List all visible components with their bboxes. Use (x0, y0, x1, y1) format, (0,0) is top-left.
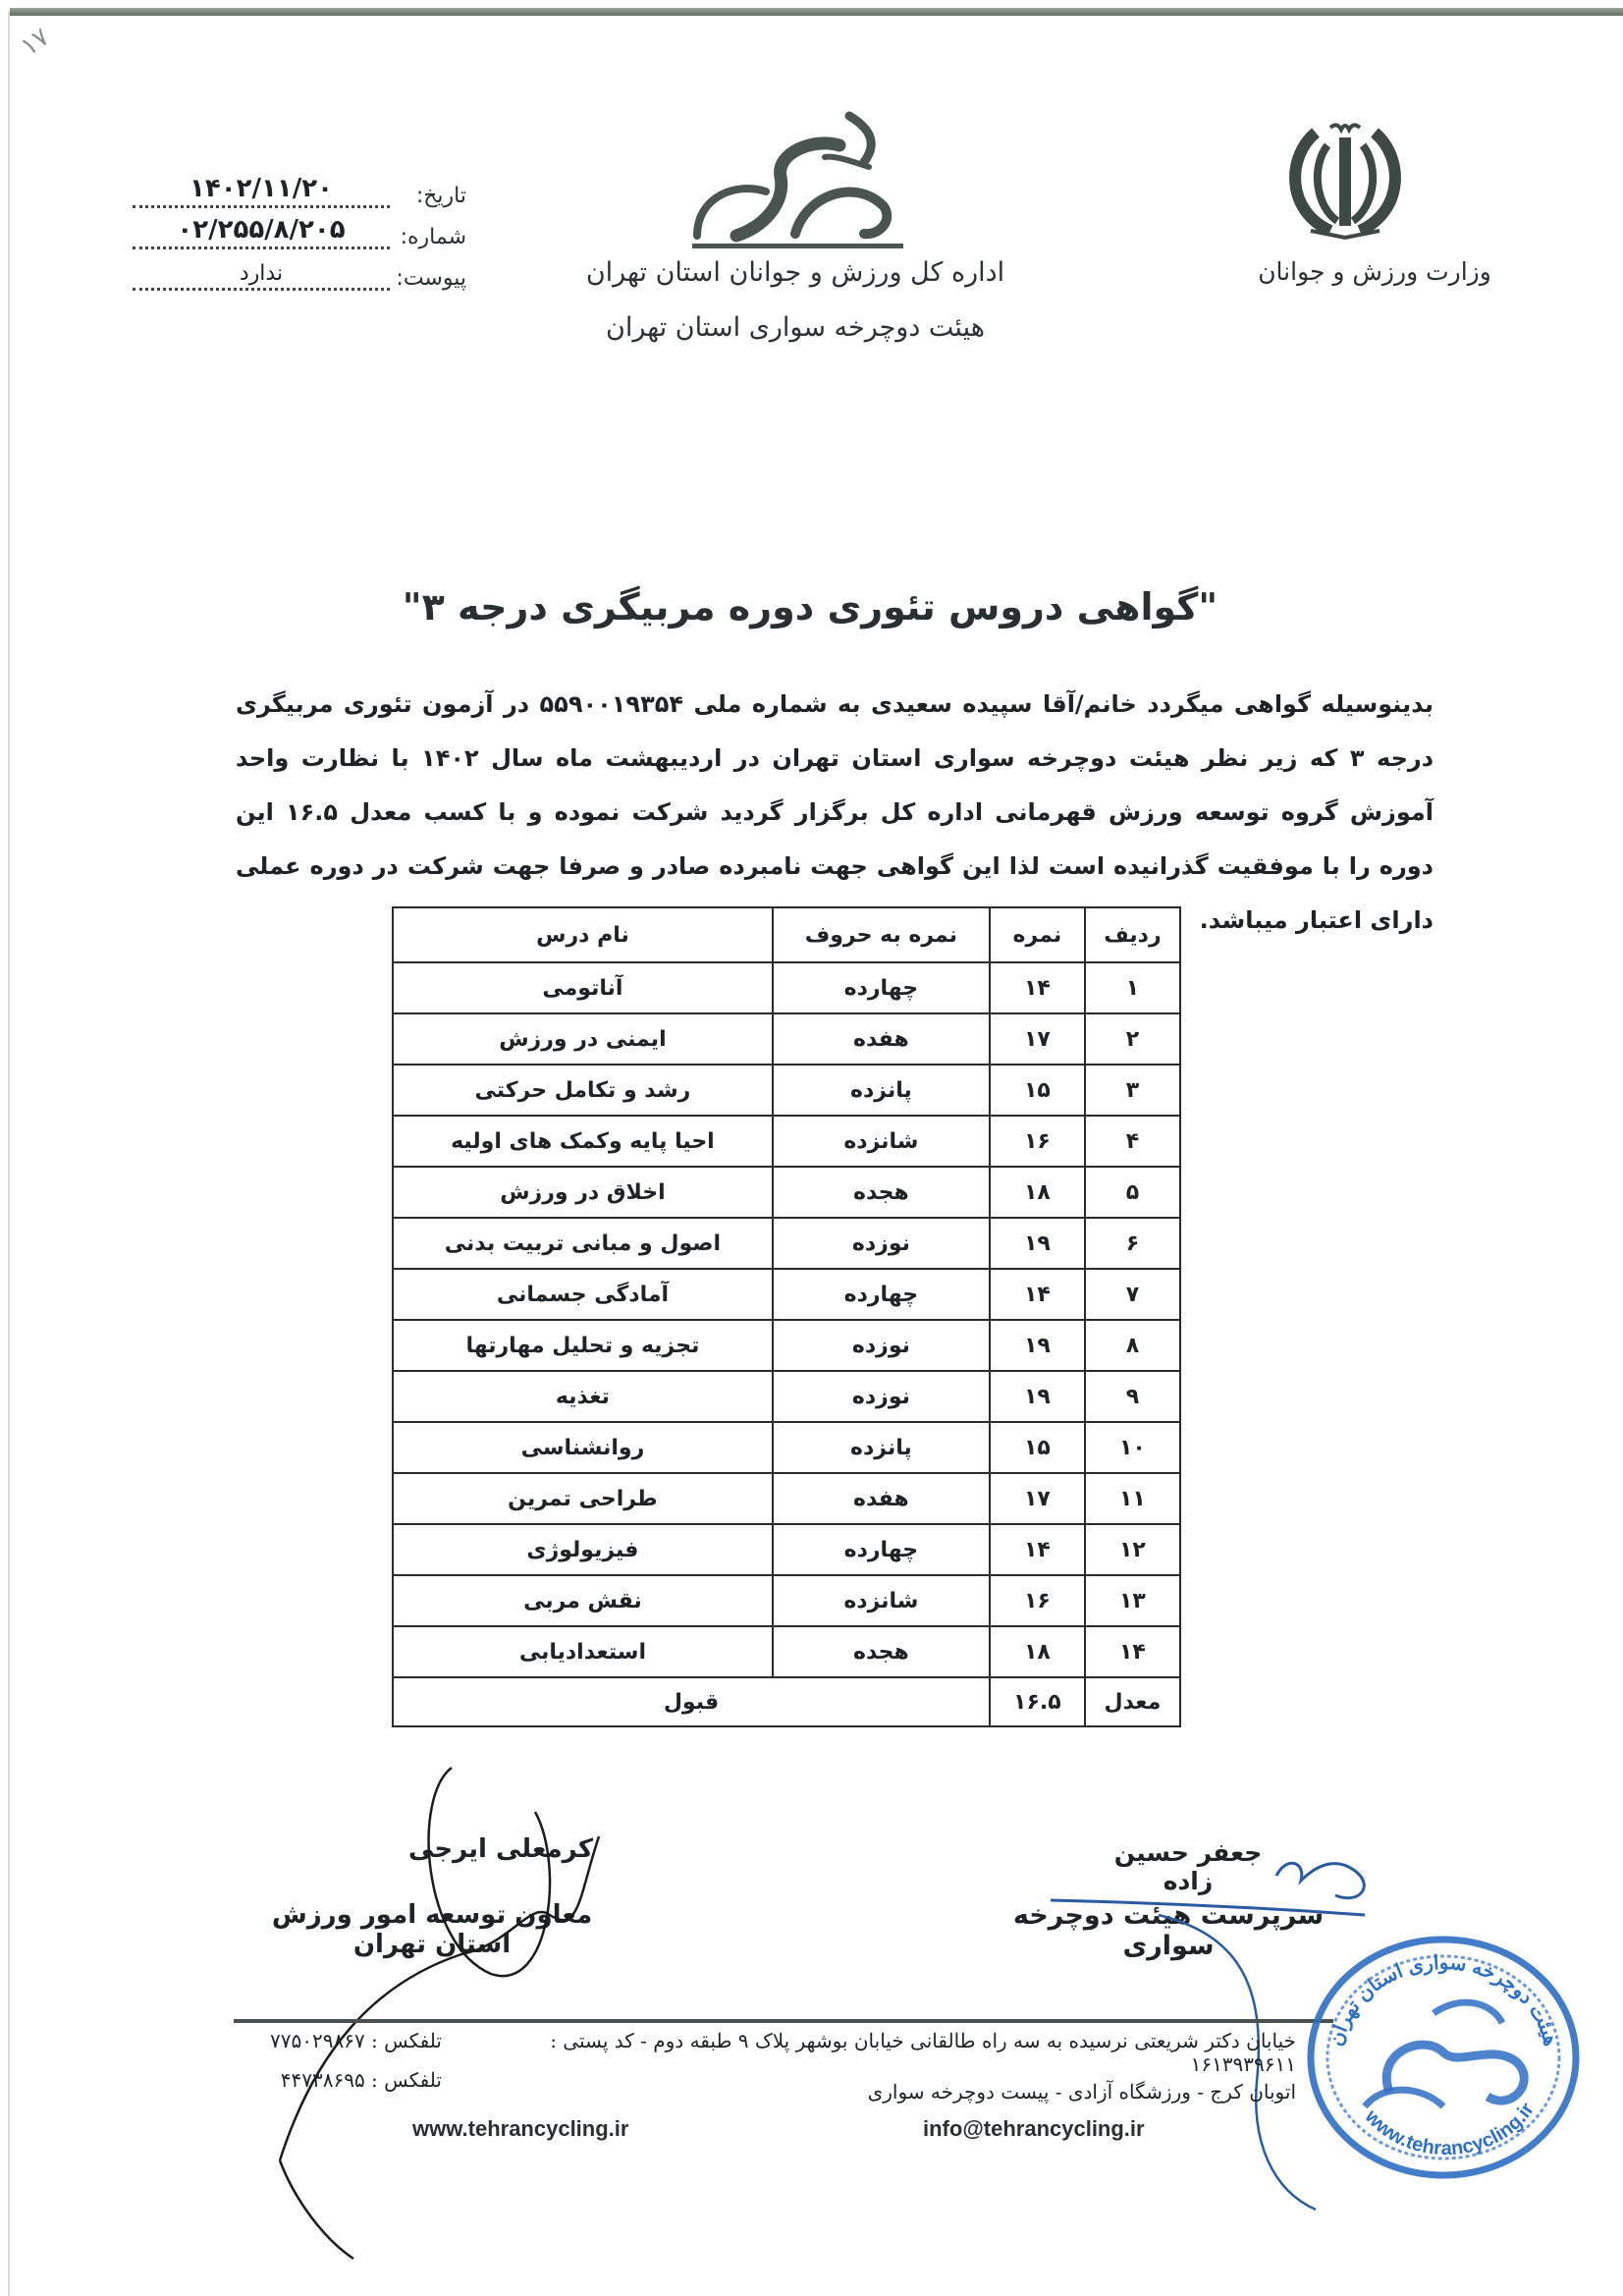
row-number: ۱۱ (1085, 1473, 1180, 1524)
signatory-right-title: سرپرست هیئت دوچرخه سواری (1012, 1900, 1325, 1961)
score-words: پانزده (773, 1065, 990, 1116)
row-number: ۵ (1085, 1167, 1180, 1218)
letter-meta (133, 167, 466, 291)
table-row (393, 1320, 1180, 1371)
score-words: هفده (773, 1013, 990, 1065)
number-row (133, 208, 466, 249)
attachment-label: پیوست: (396, 266, 466, 291)
score-words: شانزده (773, 1116, 990, 1167)
row-number: ۱۳ (1085, 1575, 1180, 1626)
table-row (393, 962, 1180, 1013)
table-row (393, 1116, 1180, 1167)
score: ۱۶ (990, 1575, 1085, 1626)
course-name: تغذیه (393, 1371, 773, 1422)
org-name-cycling-board: هیئت دوچرخه سواری استان تهران (606, 312, 985, 343)
average-label: معدل (1085, 1677, 1180, 1726)
score-words: هجده (773, 1167, 990, 1218)
footer-divider (234, 2019, 1333, 2023)
number-value: ۰۲/۲۵۵/۸/۲۰۵ (133, 215, 390, 249)
score-words: شانزده (773, 1575, 990, 1626)
row-number: ۳ (1085, 1065, 1180, 1116)
score: ۱۴ (990, 1269, 1085, 1320)
footer-telefax-1: تلفکس : ۷۷۵۰۲۹۸۶۷ (270, 2029, 442, 2052)
date-value: ۱۴۰۲/۱۱/۲۰ (133, 174, 390, 208)
average-score: ۱۶.۵ (990, 1677, 1085, 1726)
average-row (393, 1677, 1180, 1726)
course-name: اصول و مبانی تربیت بدنی (393, 1218, 773, 1269)
course-name: احیا پایه وکمک های اولیه (393, 1116, 773, 1167)
course-name: ایمنی در ورزش (393, 1013, 773, 1065)
score-words: هجده (773, 1626, 990, 1677)
score: ۱۸ (990, 1626, 1085, 1677)
signatory-left-name: کرمعلی ایرجی (408, 1834, 593, 1864)
footer-website-link[interactable]: www.tehrancycling.ir (412, 2116, 629, 2141)
course-name: رشد و تکامل حرکتی (393, 1065, 773, 1116)
table-row (393, 1575, 1180, 1626)
signatory-left-title: معاون توسعه امور ورزش استان تهران (271, 1900, 593, 1959)
org-name-general-office: اداره کل ورزش و جوانان استان تهران (585, 257, 1005, 288)
course-name: اخلاق در ورزش (393, 1167, 773, 1218)
cycling-federation-logo-icon (687, 108, 913, 255)
row-number: ۱۲ (1085, 1524, 1180, 1575)
official-stamp-icon (1296, 1925, 1591, 2190)
left-signature-sweep (280, 1836, 599, 2160)
course-name: نقش مربی (393, 1575, 773, 1626)
course-name: آمادگی جسمانی (393, 1269, 773, 1320)
table-row (393, 1524, 1180, 1575)
attachment-value: ندارد (133, 261, 390, 291)
row-number: ۴ (1085, 1116, 1180, 1167)
date-row (133, 167, 466, 208)
signatory-right-name: جعفر حسین زاده (1113, 1838, 1263, 1895)
certificate-body: بدینوسیله گواهی میگردد خانم/آقا سپیده سعیدی به شماره ملی ۵۵۹۰۰۱۹۳۵۴ در آزمون تئوری مربیگری درجه ۳ که زیر نظر هیئت دوچرخه سواری استان تهران در اردیبهشت ماه سال ۱۴۰۲ با نظارت واحد آموزش گروه توسعه ورزش قهرمانی اداره کل برگزار گردید شرکت نموده و با کسب معدل ۱۶.۵ این دوره را با موفقیت گذرانیده است لذا این گواهی جهت نامبرده صادر و صرفا جهت شرکت در دوره عملی دارای اعتبار میباشد. (236, 690, 1434, 934)
course-name: آناتومی (393, 962, 773, 1013)
row-number: ۹ (1085, 1371, 1180, 1422)
table-header-row (393, 907, 1180, 962)
footer-address-secondary: اتوبان کرج - ورزشگاه آزادی - پیست دوچرخه سواری (867, 2080, 1296, 2104)
row-number: ۶ (1085, 1218, 1180, 1269)
score: ۱۵ (990, 1422, 1085, 1473)
header-score: نمره (990, 907, 1085, 962)
right-signature-script (1276, 1863, 1364, 1897)
score-words: نوزده (773, 1371, 990, 1422)
score: ۱۹ (990, 1371, 1085, 1422)
table-row (393, 1167, 1180, 1218)
table-row (393, 1422, 1180, 1473)
score: ۱۴ (990, 962, 1085, 1013)
score-words: چهارده (773, 962, 990, 1013)
table-row (393, 1371, 1180, 1422)
course-name: تجزیه و تحلیل مهارتها (393, 1320, 773, 1371)
handwritten-page-mark: ۱۷ (15, 22, 56, 63)
score-words: چهارده (773, 1524, 990, 1575)
ministry-name: وزارت ورزش و جوانان (1258, 257, 1491, 286)
course-name: فیزیولوژی (393, 1524, 773, 1575)
table-row (393, 1218, 1180, 1269)
score: ۱۹ (990, 1320, 1085, 1371)
row-number: ۱۰ (1085, 1422, 1180, 1473)
score: ۱۷ (990, 1473, 1085, 1524)
table-row (393, 1473, 1180, 1524)
grades-table-body (393, 962, 1180, 1726)
score: ۱۹ (990, 1218, 1085, 1269)
average-result: قبول (393, 1677, 990, 1726)
score: ۱۴ (990, 1524, 1085, 1575)
row-number: ۷ (1085, 1269, 1180, 1320)
grades-table (392, 906, 1181, 1727)
date-label: تاریخ: (415, 184, 466, 208)
stamp-url-text: www.tehrancycling.ir (1360, 2099, 1539, 2159)
score-words: چهارده (773, 1269, 990, 1320)
score-words: هفده (773, 1473, 990, 1524)
score-words: پانزده (773, 1422, 990, 1473)
header-score-words: نمره به حروف (773, 907, 990, 962)
attachment-row (133, 249, 466, 291)
footer-telefax-2: تلفکس : ۴۴۷۳۸۶۹۵ (280, 2068, 442, 2092)
number-label: شماره: (400, 225, 466, 249)
header-row-number: ردیف (1085, 907, 1180, 962)
score: ۱۶ (990, 1116, 1085, 1167)
score: ۱۷ (990, 1013, 1085, 1065)
score: ۱۸ (990, 1167, 1085, 1218)
header-course-name: نام درس (393, 907, 773, 962)
scan-top-edge (10, 8, 1623, 16)
row-number: ۱۴ (1085, 1626, 1180, 1677)
table-row (393, 1626, 1180, 1677)
row-number: ۱ (1085, 962, 1180, 1013)
stamp-ring-text: هیئت دوچرخه سواری استان تهران (1325, 1951, 1562, 2049)
scan-left-edge (8, 12, 10, 2296)
score: ۱۵ (990, 1065, 1085, 1116)
table-row (393, 1269, 1180, 1320)
course-name: استعدادیابی (393, 1626, 773, 1677)
left-signature-tail (280, 2160, 353, 2259)
footer-address: خیابان دکتر شریعتی نرسیده به سه راه طالقانی خیابان بوشهر پلاک ۹ طبقه دوم - کد پستی : ۱۶۱۳۹۳۹۶۱۱ (550, 2029, 1296, 2076)
course-name: روانشناسی (393, 1422, 773, 1473)
table-row (393, 1013, 1180, 1065)
course-name: طراحی تمرین (393, 1473, 773, 1524)
row-number: ۸ (1085, 1320, 1180, 1371)
footer-email-link[interactable]: info@tehrancycling.ir (923, 2116, 1145, 2141)
certificate-title: "گواهی دروس تئوری دوره مربیگری درجه ۳" (402, 585, 1218, 629)
iran-emblem-icon (1276, 118, 1414, 246)
score-words: نوزده (773, 1218, 990, 1269)
score-words: نوزده (773, 1320, 990, 1371)
row-number: ۲ (1085, 1013, 1180, 1065)
table-row (393, 1065, 1180, 1116)
